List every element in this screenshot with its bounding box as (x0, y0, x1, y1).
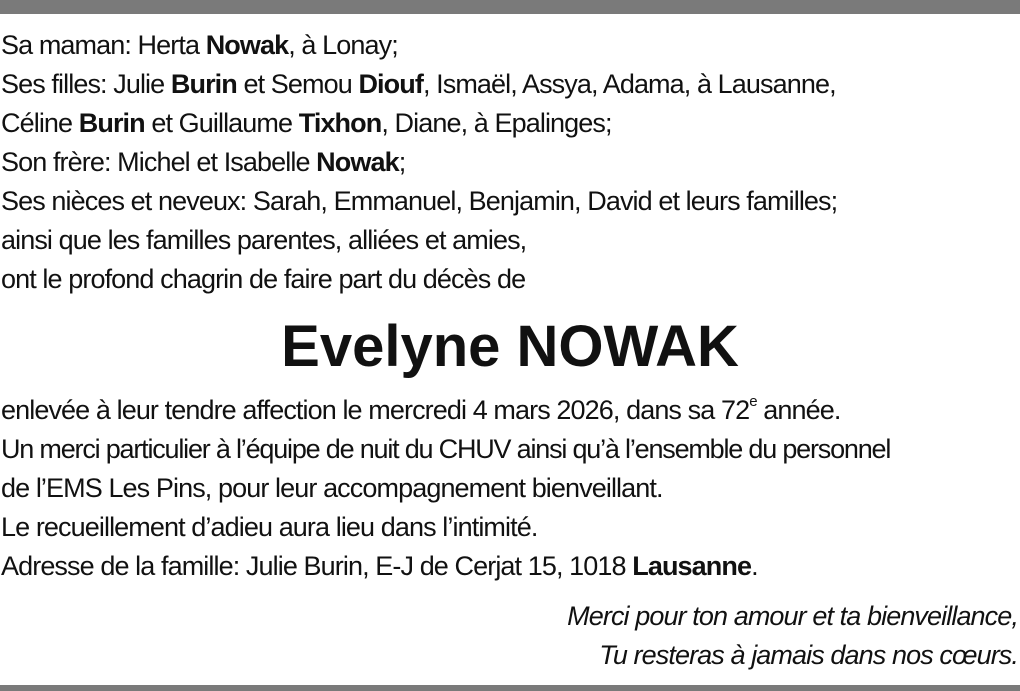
bold-surname: Tixhon (298, 108, 382, 138)
text-run: Sa maman: Herta (1, 30, 206, 60)
notice-line (1, 469, 1020, 508)
bold-surname: Diouf (358, 69, 423, 99)
family-line (1, 65, 1020, 104)
text-run: Le recueillement d’adieu aura lieu dans l’intimité. (1, 512, 538, 542)
top-border-bar (0, 0, 1020, 14)
text-run: et Semou (236, 69, 359, 99)
ordinal-superscript: e (749, 393, 757, 410)
text-run: Son frère: Michel et Isabelle (1, 147, 317, 177)
bold-surname: Burin (78, 108, 145, 138)
family-list (1, 26, 1020, 299)
closing-line-1: Merci pour ton amour et ta bienveillance, (567, 601, 1018, 631)
family-line (1, 182, 1020, 221)
text-run: ; (398, 147, 406, 177)
family-line (1, 260, 1020, 299)
family-line (1, 104, 1020, 143)
text-run: ainsi que les familles parentes, alliées et amies, (1, 225, 527, 255)
bold-surname: Burin (170, 69, 237, 99)
text-run: de l’EMS Les Pins, pour leur accompagnement bienveillant. (1, 473, 663, 503)
text-run: Un merci particulier à l’équipe de nuit du CHUV ainsi qu’à l’ensemble du personnel (1, 434, 891, 464)
text-run: , Diane, à Epalinges; (381, 108, 612, 138)
family-line (1, 26, 1020, 65)
text-run: Ses filles: Julie (1, 69, 171, 99)
notice-line (1, 391, 1020, 430)
notice-text (1, 391, 1020, 586)
bottom-border-bar (0, 685, 1020, 691)
closing-quote (567, 597, 1018, 675)
bold-surname: Lausanne (632, 551, 752, 581)
bold-surname: Nowak (316, 147, 399, 177)
family-line (1, 143, 1020, 182)
text-run: , Ismaël, Assya, Adama, à Lausanne, (422, 69, 836, 99)
text-run: Ses nièces et neveux: Sarah, Emmanuel, Benjamin, David et leurs familles; (1, 186, 838, 216)
text-run: Céline (1, 108, 79, 138)
text-run: , à Lonay; (288, 30, 398, 60)
bold-surname: Nowak (205, 30, 289, 60)
notice-line (1, 508, 1020, 547)
family-line (1, 221, 1020, 260)
deceased-name: Evelyne NOWAK (281, 314, 739, 379)
text-run: Adresse de la famille: Julie Burin, E-J de Cerjat 15, 1018 (1, 551, 633, 581)
notice-line (1, 547, 1020, 586)
text-run: et Guillaume (144, 108, 299, 138)
closing-line-2: Tu resteras à jamais dans nos cœurs. (599, 640, 1018, 670)
text-run: ont le profond chagrin de faire part du décès de (1, 264, 526, 294)
notice-line (1, 430, 1020, 469)
text-run: année. (756, 395, 841, 425)
text-run: enlevée à leur tendre affection le mercredi 4 mars 2026, dans sa 72 (1, 395, 750, 425)
text-run: . (751, 551, 758, 581)
